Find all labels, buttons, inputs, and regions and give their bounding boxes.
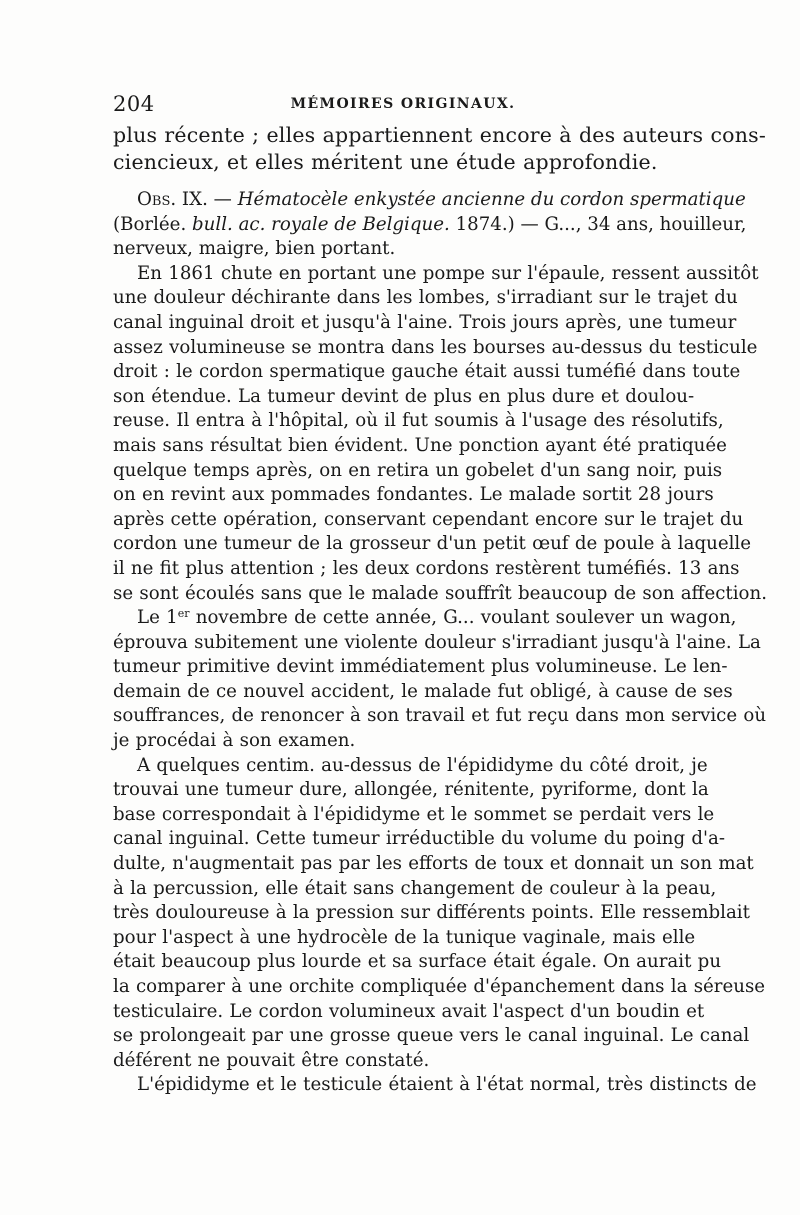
observation-title: Hématocèle enkystée ancienne du cordon spermatique bbox=[237, 189, 746, 210]
source-journal: bull. ac. royale de Belgique. bbox=[192, 213, 450, 235]
text-line: la comparer à une orchite compliquée d'épanchement dans la séreuse bbox=[113, 976, 766, 997]
intro-paragraph bbox=[113, 122, 766, 176]
text-line: souffrances, de renoncer à son travail et fut reçu dans mon service où bbox=[113, 705, 767, 727]
date-superscript: er bbox=[177, 607, 190, 621]
text-line: mais sans résultat bien évident. Une ponction ayant été pratiquée bbox=[113, 434, 727, 456]
observation-dash: — bbox=[207, 189, 238, 210]
observation-heading bbox=[113, 188, 747, 262]
text-line: son étendue. La tumeur devint de plus en plus dure et doulou- bbox=[113, 385, 695, 407]
text-line: base correspondait à l'épididyme et le sommet se perdait vers le bbox=[113, 803, 715, 825]
text-line: il ne fit plus attention ; les deux cordons restèrent tuméfiés. 13 ans bbox=[113, 557, 740, 579]
text-line: plus récente ; elles appartiennent encore à des auteurs cons- bbox=[113, 123, 766, 147]
text-line: canal inguinal droit et jusqu'à l'aine. Trois jours après, une tumeur bbox=[113, 311, 737, 333]
text-line: éprouva subitement une violente douleur s'irradiant jusqu'à l'aine. La bbox=[113, 631, 761, 653]
text-line: testiculaire. Le cordon volumineux avait l'aspect d'un boudin et bbox=[113, 1000, 705, 1022]
text-line: cordon une tumeur de la grosseur d'un petit œuf de poule à laquelle bbox=[113, 533, 751, 555]
observation-source-line bbox=[113, 213, 747, 238]
text-line bbox=[113, 606, 737, 631]
source-open: (Borlée. bbox=[113, 213, 193, 235]
text-line: très douloureuse à la pression sur différents points. Elle ressemblait bbox=[113, 902, 750, 924]
text-line: trouvai une tumeur dure, allongée, rénitente, pyriforme, dont la bbox=[113, 779, 709, 801]
observation-label: Obs. IX. bbox=[137, 189, 208, 210]
date-suffix: novembre de cette année, G... voulant soulever un wagon, bbox=[189, 607, 737, 629]
paragraph-findings bbox=[113, 1073, 757, 1098]
page-number: 204 bbox=[113, 92, 155, 116]
paragraph-history bbox=[113, 262, 767, 606]
text-line: une douleur déchirante dans les lombes, s'irradiant sur le trajet du bbox=[113, 287, 738, 309]
text-line: ciencieux, et elles méritent une étude approfondie. bbox=[113, 150, 658, 174]
page-header bbox=[113, 92, 693, 118]
observation-title-line bbox=[113, 188, 746, 213]
text-line: canal inguinal. Cette tumeur irréductible du volume du poing d'a- bbox=[113, 828, 726, 850]
text-line: se sont écoulés sans que le malade souffrît beaucoup de son affection. bbox=[113, 582, 767, 604]
text-line: L'épididyme et le testicule étaient à l'état normal, très distincts de bbox=[137, 1074, 757, 1096]
paragraph-examination bbox=[113, 754, 766, 1074]
running-title: MÉMOIRES ORIGINAUX. bbox=[290, 96, 516, 112]
date-prefix: Le 1 bbox=[137, 607, 178, 629]
text-line: droit : le cordon spermatique gauche était aussi tuméfié dans toute bbox=[113, 361, 741, 383]
text-block bbox=[113, 92, 767, 1098]
text-line: assez volumineuse se montra dans les bourses au-dessus du testicule bbox=[113, 336, 758, 358]
text-line: dulte, n'augmentait pas par les efforts de toux et donnait un son mat bbox=[113, 853, 754, 875]
text-line: on en revint aux pommades fondantes. Le malade sortit 28 jours bbox=[113, 484, 714, 506]
text-line: pour l'aspect à une hydrocèle de la tunique vaginale, mais elle bbox=[113, 926, 696, 948]
text-line: après cette opération, conservant cependant encore sur le trajet du bbox=[113, 508, 744, 530]
text-line: demain de ce nouvel accident, le malade fut obligé, à cause de ses bbox=[113, 680, 733, 702]
text-line: je procédai à son examen. bbox=[113, 730, 356, 752]
source-rest: 1874.) — G..., 34 ans, houilleur, bbox=[449, 213, 747, 235]
text-line: se prolongeait par une grosse queue vers le canal inguinal. Le canal bbox=[113, 1025, 750, 1047]
text-line: A quelques centim. au-dessus de l'épididyme du côté droit, je bbox=[137, 754, 708, 776]
text-line: En 1861 chute en portant une pompe sur l'épaule, ressent aussitôt bbox=[137, 262, 759, 284]
text-line: tumeur primitive devint immédiatement plus volumineuse. Le len- bbox=[113, 656, 728, 678]
observation-patient-line: nerveux, maigre, bien portant. bbox=[113, 238, 396, 260]
text-line: déférent ne pouvait être constaté. bbox=[113, 1049, 430, 1071]
text-line: quelque temps après, on en retira un gobelet d'un sang noir, puis bbox=[113, 459, 723, 481]
paragraph-accident bbox=[113, 606, 767, 754]
text-line: était beaucoup plus lourde et sa surface était égale. On aurait pu bbox=[113, 951, 722, 973]
text-line: reuse. Il entra à l'hôpital, où il fut soumis à l'usage des résolutifs, bbox=[113, 410, 724, 432]
text-line: à la percussion, elle était sans changement de couleur à la peau, bbox=[113, 877, 717, 899]
